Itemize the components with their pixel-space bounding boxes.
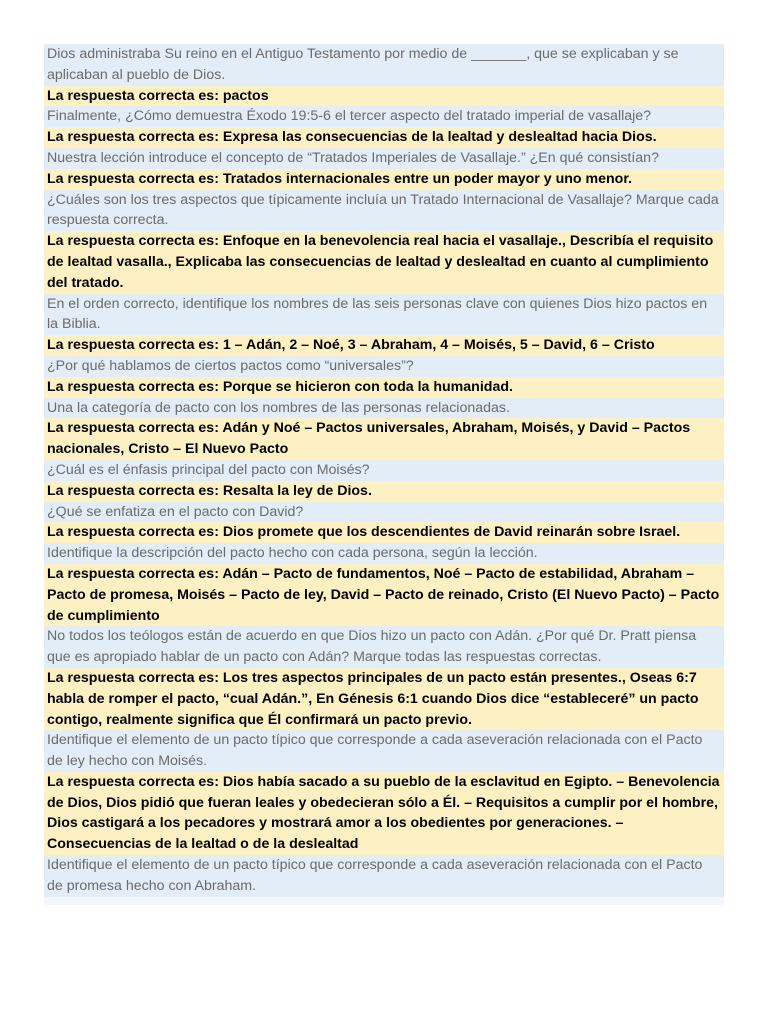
answer-row: La respuesta correcta es: pactos [44,86,724,107]
question-row: Nuestra lección introduce el concepto de “Tratados Imperiales de Vasallaje.” ¿En qué consistían? [44,148,724,169]
answer-row: La respuesta correcta es: Resalta la ley de Dios. [44,481,724,502]
question-row: Una la categoría de pacto con los nombres de las personas relacionadas. [44,398,724,419]
answer-row: La respuesta correcta es: Adán y Noé – Pactos universales, Abraham, Moisés, y David – Pactos nacionales, Cristo – El Nuevo Pacto [44,418,724,460]
question-row: Identifique el elemento de un pacto típico que corresponde a cada aseveración relacionada con el Pacto de ley hecho con Moisés. [44,730,724,772]
question-row: ¿Cuáles son los tres aspectos que típicamente incluía un Tratado Internacional de Vasallaje? Marque cada respuesta correcta. [44,190,724,232]
answer-row: La respuesta correcta es: Tratados internacionales entre un poder mayor y uno menor. [44,169,724,190]
answer-row: La respuesta correcta es: Los tres aspectos principales de un pacto están presentes., Oseas 6:7 habla de romper el pacto, “cual Adán.”, En Génesis 6:1 cuando Dios dice “estableceré” un pacto contigo, realmente significa que Él confirmará un pacto previo. [44,668,724,730]
answer-row: La respuesta correcta es: Porque se hicieron con toda la humanidad. [44,377,724,398]
answer-row: La respuesta correcta es: Enfoque en la benevolencia real hacia el vasallaje., Describía el requisito de lealtad vasalla., Explicaba las consecuencias de lealtad y deslealtad en cuanto al cumplimiento del tratado. [44,231,724,293]
question-row: No todos los teólogos están de acuerdo en que Dios hizo un pacto con Adán. ¿Por qué Dr. Pratt piensa que es apropiado hablar de un pacto con Adán? Marque todas las respuestas correctas. [44,626,724,668]
answer-row: La respuesta correcta es: Dios había sacado a su pueblo de la esclavitud en Egipto. – Benevolencia de Dios, Dios pidió que fueran leales y obedecieran sólo a Él. – Requisitos a cumplir por el hombre, Dios castigará a los pecadores y mostrará amor a los obedientes por generaciones. – Consecuencias de la lealtad o de la deslealtad [44,772,724,855]
answer-row: La respuesta correcta es: Dios promete que los descendientes de David reinarán sobre Israel. [44,522,724,543]
question-row: En el orden correcto, identifique los nombres de las seis personas clave con quienes Dios hizo pactos en la Biblia. [44,294,724,336]
question-row: Finalmente, ¿Cómo demuestra Éxodo 19:5-6 el tercer aspecto del tratado imperial de vasallaje? [44,106,724,127]
answer-row: La respuesta correcta es: 1 – Adán, 2 – Noé, 3 – Abraham, 4 – Moisés, 5 – David, 6 – Cristo [44,335,724,356]
question-row: Identifique el elemento de un pacto típico que corresponde a cada aseveración relacionada con el Pacto de promesa hecho con Abraham. [44,855,724,897]
question-row: Dios administraba Su reino en el Antiguo Testamento por medio de _______, que se explicaban y se aplicaban al pueblo de Dios. [44,44,724,86]
answer-row: La respuesta correcta es: Expresa las consecuencias de la lealtad y deslealtad hacia Dios. [44,127,724,148]
question-row: ¿Cuál es el énfasis principal del pacto con Moisés? [44,460,724,481]
question-row: ¿Qué se enfatiza en el pacto con David? [44,502,724,523]
question-row: ¿Por qué hablamos de ciertos pactos como “universales”? [44,356,724,377]
answer-row: La respuesta correcta es: Adán – Pacto de fundamentos, Noé – Pacto de estabilidad, Abraham – Pacto de promesa, Moisés – Pacto de ley, David – Pacto de reinado, Cristo (El Nuevo Pacto) – Pacto de cumplimiento [44,564,724,626]
quiz-answer-sheet [44,44,724,905]
sheet-bottom-border [44,897,724,905]
question-row: Identifique la descripción del pacto hecho con cada persona, según la lección. [44,543,724,564]
